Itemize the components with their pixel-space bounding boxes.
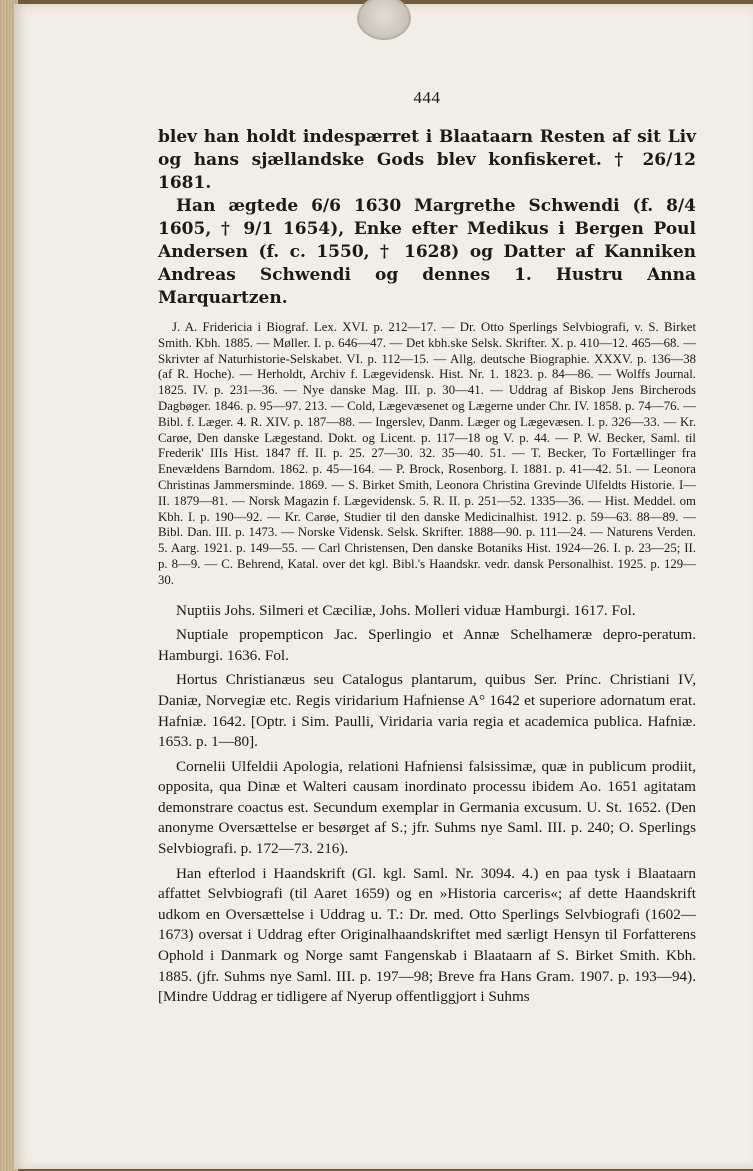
references: J. A. Fridericia i Biograf. Lex. XVI. p. 212—17. — Dr. Otto Sperlings Selvbiografi, v. S. Birket Smith. Kbh. 1885. — Møller. I. p. 646—47. — Det kbh.ske Selsk. Skrifter. X. p. 410—12. 465—68. — Skrivter af Naturhistorie-Selskabet. VI. p. 112—15. — Allg. deutsche Biographie. XXXV. p. 136—38 (af R. Hoche). — Herholdt, Archiv f. Lægevidensk. Hist. Nr. 1. 1823. p. 84—86. — Wolffs Journal. 1825. IV. p. 231—36. — Nye danske Mag. III. p. 30—41. — Uddrag af Biskop Jens Bircherods Dagbøger. 1846. p. 95—97. 213. — Cold, Lægevæsenet og Lægerne under Chr. IV. 1858. p. 74—76. — Bibl. f. Læger. 4. R. XIV. p. 187—88. — Ingerslev, Danm. Læger og Lægevæsen. I. p. 326—33. — Kr. Carøe, Den danske Lægestand. Dokt. og Licent. p. 117—18 og V. p. 44. — P. W. Becker, Saml. til Frederik' IIIs Hist. 1847 ff. II. p. 25. 27—30. 32. 35—40. 51. — T. Becker, To Fortællinger fra Enevældens Barndom. 1862. p. 45—164. — P. Brock, Rosenborg. I. 1881. p. 41—42. 51. — Leonora Christinas Jammersminde. 1869. — S. Birket Smith, Leonora Christina Grevinde Ulfeldts Historie. I—II. 1879—81. — Norsk Magazin f. Lægevidensk. 5. R. II. p. 251—52. 1335—36. — Hist. Meddel. om Kbh. I. p. 190—92. — Kr. Carøe, Studier til den danske Medicinalhist. 1912. p. 59—63. 88—89. — Bibl. Dan. III. p. 1473. — Norske Vidensk. Selsk. Skrifter. 1888—90. p. 111—24. — Naturens Verden. 5. Aarg. 1921. p. 149—55. — Carl Christensen, Den danske Botaniks Hist. 1924—26. I. p. 23—25; II. p. 8—9. — C. Behrend, Katal. over det kgl. Bibl.'s Haandskr. vedr. dansk Personalhist. 1925. p. 129—30. xyxy=(158,320,696,587)
paragraph-marriage: Han ægtede 6/6 1630 Margrethe Schwendi (f. 8/4 1605, † 9/1 1654), Enke efter Medikus i Bergen Poul Andersen (f. c. 1550, † 1628) og Datter af Kanniken Andreas Schwendi og dennes 1. Hustru Anna Marquartzen. xyxy=(158,196,696,308)
paragraph-imprisonment: blev han holdt indespærret i Blaataarn Resten af sit Liv og hans sjællandske Gods blev konfiskeret. † 26/12 1681. xyxy=(158,127,696,193)
binding-hole xyxy=(357,0,411,40)
bibliography-entry-apologia: Cornelii Ulfeldii Apologia, relationi Hafniensi falsissimæ, quæ in publicum prodiit, opposita, qua Dinæ et Walteri causam inordinato processu ibidem Ao. 1651 agitatam demonstrare coactus est. Secundum exemplar in Germania excusum. U. St. 1652. (Den anonyme Oversættelse er besørget af S.; jfr. Suhms nye Saml. III. p. 240; O. Sperlings Selvbiografi. p. 172—73. 216). xyxy=(158,757,696,858)
page-number: 444 xyxy=(413,88,441,107)
bibliography-entry-hortus: Hortus Christianæus seu Catalogus plantarum, quibus Ser. Princ. Christiani IV, Daniæ, Norvegiæ etc. Regis viridarium Hafniense A° 1642 et superiore adornatum erat. Hafniæ. 1642. [Optr. i Sim. Paulli, Viridaria varia regia et academica publica. Hafniæ. 1653. p. 1—80]. xyxy=(158,671,696,751)
paragraph-manuscript: Han efterlod i Haandskrift (Gl. kgl. Saml. Nr. 3094. 4.) en paa tysk i Blaataarn affattet Selvbiografi (til Aaret 1659) og en »Historia carceris«; af dette Haandskrift udkom en Oversættelse i Uddrag u. T.: Dr. med. Otto Sperlings Selvbiografi (1602—1673) oversat i Uddrag efter Originalhaandskriftet med særligt Hensyn til Forfatterens Ophold i Danmark og Norge samt Fangenskab i Blaataarn af S. Birket Smith. Kbh. 1885. (jfr. Suhms nye Saml. III. p. 197—98; Breve fra Hans Gram. 1907. p. 193—94). [Mindre Uddrag er tidligere af Nyerup offentliggjort i Suhms xyxy=(158,864,696,1006)
page-content xyxy=(158,88,696,1012)
bibliography-entry-nuptiis: Nuptiis Johs. Silmeri et Cæciliæ, Johs. Molleri viduæ Hamburgi. 1617. Fol. xyxy=(176,601,636,619)
bibliography-entry-propempticon: Nuptiale propempticon Jac. Sperlingio et Annæ Schelhameræ depro-peratum. Hamburgi. 1636. Fol. xyxy=(158,626,696,664)
